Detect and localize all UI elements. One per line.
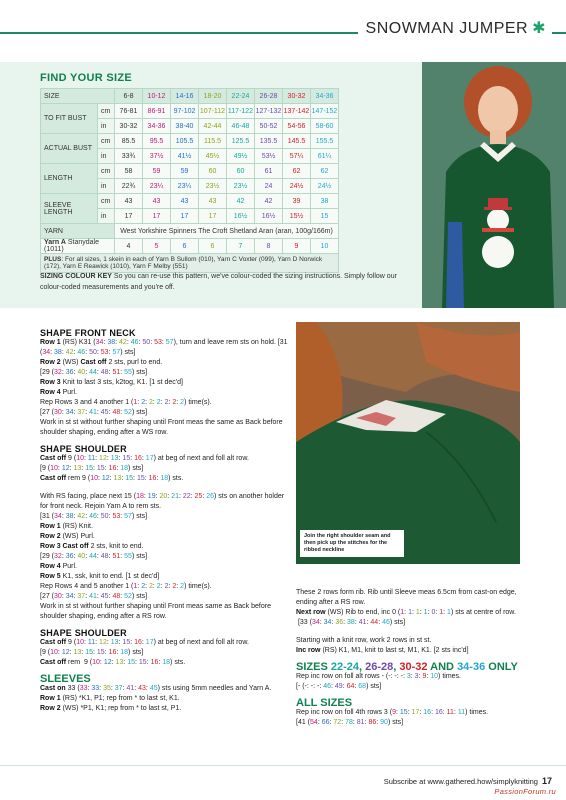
value-cell: 45½: [199, 149, 227, 164]
section-heading: SHAPE SHOULDER: [40, 628, 127, 638]
find-your-size-heading: FIND YOUR SIZE: [40, 72, 133, 84]
instruction: Cast off rem 9 (10: 12: 13: 15: 15: 16: 18) sts.: [40, 475, 184, 482]
value-cell: 34-36: [143, 119, 171, 134]
instruction: [41 (54: 66: 72: 78: 81: 86: 90) sts]: [296, 719, 404, 726]
unit-cell: in: [98, 179, 115, 194]
value-cell: 50-52: [255, 119, 283, 134]
value-cell: 53½: [255, 149, 283, 164]
measurement-row: [41, 194, 339, 209]
row-label: ACTUAL BUST: [41, 134, 98, 164]
value-cell: 30-32: [115, 119, 143, 134]
value-cell: 95.5: [143, 134, 171, 149]
value-cell: 125.5: [227, 134, 255, 149]
size-label: SIZE: [41, 89, 115, 104]
yarn-a-row: [41, 239, 339, 254]
instruction: With RS facing, place next 15 (18: 19: 20: 21: 22: 25: 26) sts on another holder for front neck. Rejoin Yarn A to rem sts.: [40, 493, 285, 510]
value-cell: 107-112: [199, 104, 227, 119]
size-row: [41, 89, 339, 104]
value-cell: 17: [199, 209, 227, 224]
value-cell: 33¾: [115, 149, 143, 164]
instruction: Rep inc row on foll 4th rows 3 (9: 15: 17: 16: 16: 11: 11) times.: [296, 709, 489, 716]
subscribe-link[interactable]: Subscribe at www.gathered.how/simplyknitting: [383, 777, 538, 786]
value-cell: 60: [227, 164, 255, 179]
value-cell: 43: [115, 194, 143, 209]
value-cell: 58: [115, 164, 143, 179]
value-cell: 10: [311, 239, 339, 254]
instruction: Work in st st without further shaping until Front meas the same as Back before shoulder shaping, ending after a WS row.: [40, 419, 283, 436]
unit-cell: cm: [98, 194, 115, 209]
value-cell: 97-102: [171, 104, 199, 119]
unit-cell: cm: [98, 104, 115, 119]
instruction: Starting with a knit row, work 2 rows in st st.: [296, 637, 432, 644]
size-cell: 14-16: [171, 89, 199, 104]
section-heading: SHAPE FRONT NECK: [40, 328, 136, 338]
value-cell: 43: [199, 194, 227, 209]
value-cell: 17: [115, 209, 143, 224]
row-label: LENGTH: [41, 164, 98, 194]
value-cell: 62: [311, 164, 339, 179]
row-label: TO FIT BUST: [41, 104, 98, 134]
size-cell: 30-32: [283, 89, 311, 104]
value-cell: 15: [311, 209, 339, 224]
value-cell: 43: [171, 194, 199, 209]
size-cell: 18-20: [199, 89, 227, 104]
value-cell: 117-122: [227, 104, 255, 119]
plus-row: [41, 254, 339, 273]
instruction: Row 4 Purl.: [40, 389, 77, 396]
sizes-heading: SIZES 22-24, 26-28, 30-32 AND 34-36 ONLY: [296, 661, 518, 673]
value-cell: 38: [311, 194, 339, 209]
size-cell: 22-24: [227, 89, 255, 104]
value-cell: 24½: [283, 179, 311, 194]
shoulder-detail-photo: [296, 322, 520, 564]
sleeves-heading: SLEEVES: [40, 673, 91, 685]
value-cell: 54-56: [283, 119, 311, 134]
instruction: Row 3 Cast off 2 sts, knit to end.: [40, 543, 144, 550]
size-cell: 26-28: [255, 89, 283, 104]
value-cell: 23¼: [143, 179, 171, 194]
all-sizes-heading: ALL SIZES: [296, 697, 353, 709]
value-cell: 60: [199, 164, 227, 179]
value-cell: 42-44: [199, 119, 227, 134]
instruction: [- (-: -: -: 46: 49: 64: 68) sts]: [296, 683, 382, 690]
value-cell: 5: [143, 239, 171, 254]
size-cell: 6-8: [115, 89, 143, 104]
value-cell: 46-48: [227, 119, 255, 134]
instruction: Inc row (RS) K1, M1, knit to last st, M1, K1. [2 sts inc'd]: [296, 647, 469, 654]
value-cell: 38-40: [171, 119, 199, 134]
value-cell: 76-81: [115, 104, 143, 119]
instruction: [31 (34: 38: 42: 46: 50: 53: 57) sts]: [40, 513, 148, 520]
value-cell: 155.5: [311, 134, 339, 149]
instruction: Row 1 (RS) K31 (34: 38: 42: 46: 50: 53: 57), turn and leave rem sts on hold. [31 (34: 38: 42: 46: 50: 53: 57) sts]: [40, 339, 288, 356]
value-cell: 135.5: [255, 134, 283, 149]
instruction: Work in st st without further shaping until Front meas same as Back before shoulder shaping, ending after a RS row.: [40, 603, 271, 620]
right-column: [296, 588, 524, 728]
watermark: PassionForum.ru: [494, 787, 556, 796]
value-cell: 42: [255, 194, 283, 209]
value-cell: 6: [171, 239, 199, 254]
value-cell: 85.5: [115, 134, 143, 149]
value-cell: 59: [143, 164, 171, 179]
value-cell: 86-91: [143, 104, 171, 119]
value-cell: 23¼: [171, 179, 199, 194]
unit-cell: in: [98, 149, 115, 164]
footer: [384, 776, 552, 786]
value-cell: 61¼: [311, 149, 339, 164]
value-cell: 24½: [311, 179, 339, 194]
unit-cell: in: [98, 119, 115, 134]
instruction: Cast off rem 9 (10: 12: 13: 15: 15: 16: 18) sts.: [40, 659, 186, 666]
instruction: Cast off 9 (10: 11: 12: 13: 15: 16: 17) at beg of next and foll alt row.: [40, 639, 249, 646]
page-number: 17: [541, 776, 552, 786]
section-heading: SHAPE SHOULDER: [40, 444, 127, 454]
value-cell: 147-152: [311, 104, 339, 119]
instruction: Rep inc row on foll alt rows - (-: -: -: 3: 3: 9: 10) times.: [296, 673, 461, 680]
value-cell: 49½: [227, 149, 255, 164]
instruction: Row 4 Purl.: [40, 563, 77, 570]
instruction: Rep Rows 3 and 4 another 1 (1: 2: 2: 2: 2: 2: 2) time(s).: [40, 399, 212, 406]
instruction: Row 1 (RS) Knit.: [40, 523, 93, 530]
instruction: Row 2 (WS) Purl.: [40, 533, 95, 540]
instruction: [27 (30: 34: 37: 41: 45: 48: 52) sts]: [40, 409, 148, 416]
instruction: Rep Rows 4 and 5 another 1 (1: 2: 2: 2: 2: 2: 2) time(s).: [40, 583, 212, 590]
value-cell: 23½: [199, 179, 227, 194]
value-cell: 39: [283, 194, 311, 209]
instruction: [29 (32: 36: 40: 44: 48: 51: 55) sts]: [40, 553, 148, 560]
value-cell: 7: [227, 239, 255, 254]
value-cell: 42: [227, 194, 255, 209]
value-cell: 16½: [227, 209, 255, 224]
instruction: Row 1 (RS) *K1, P1; rep from * to last st, K1.: [40, 695, 180, 702]
value-cell: 9: [283, 239, 311, 254]
value-cell: 41½: [171, 149, 199, 164]
value-cell: 22¾: [115, 179, 143, 194]
instruction: Row 2 (WS) *P1, K1; rep from * to last st, P1.: [40, 705, 182, 712]
instruction: [27 (30: 34: 37: 41: 45: 48: 52) sts]: [40, 593, 148, 600]
yarn-label: YARN: [41, 224, 115, 239]
value-cell: 145.5: [283, 134, 311, 149]
measurement-row: [41, 104, 339, 119]
value-cell: 43: [143, 194, 171, 209]
plus-note: PLUS: For all sizes, 1 skein in each of Yarn B Sullom (010), Yarn C Voxter (099), Yarn D Norwick (172), Yarn E Reawick (1010), Yarn F Melby (551): [41, 254, 339, 273]
value-cell: 23½: [227, 179, 255, 194]
value-cell: 17: [143, 209, 171, 224]
yarn-row: [41, 224, 339, 239]
value-cell: 37½: [143, 149, 171, 164]
value-cell: 15½: [283, 209, 311, 224]
measurement-row: [41, 164, 339, 179]
instruction: [9 (10: 12: 13: 15: 15: 16: 18) sts]: [40, 465, 144, 472]
size-table: [40, 88, 339, 273]
unit-cell: in: [98, 209, 115, 224]
instruction: Next row (WS) Rib to end, inc 0 (1: 1: 1: 1: 0: 1: 1) sts at centre of row. [33 (34: 34: 36: 38: 41: 44: 46) sts]: [296, 609, 516, 626]
value-cell: 17: [171, 209, 199, 224]
value-cell: 57¼: [283, 149, 311, 164]
instruction: Cast on 33 (33: 33: 35: 37: 41: 43: 45) sts using 5mm needles and Yarn A.: [40, 685, 272, 692]
pattern-title: SNOWMAN JUMPER ✱: [358, 18, 552, 38]
value-cell: 24: [255, 179, 283, 194]
value-cell: 127-132: [255, 104, 283, 119]
model-photo: [422, 62, 566, 308]
instruction: Row 2 (WS) Cast off 2 sts, purl to end.: [40, 359, 163, 366]
instruction: Cast off 9 (10: 11: 12: 13: 15: 16: 17) at beg of next and foll alt row.: [40, 455, 249, 462]
value-cell: 61: [255, 164, 283, 179]
instruction: Row 3 Knit to last 3 sts, k2tog, K1. [1 st dec'd]: [40, 379, 183, 386]
unit-cell: cm: [98, 164, 115, 179]
unit-cell: cm: [98, 134, 115, 149]
sizing-colour-key: SIZING COLOUR KEY So you can re-use this pattern, we've colour-coded the sizing instructions. Simply follow our colour-coded measurements and you're off.: [40, 273, 397, 291]
value-cell: 58-60: [311, 119, 339, 134]
value-cell: 59: [171, 164, 199, 179]
value-cell: 105.5: [171, 134, 199, 149]
yarn-a-label: Yarn A Stanydale (1011): [41, 239, 115, 254]
star-icon: ✱: [532, 20, 546, 37]
value-cell: 4: [115, 239, 143, 254]
photo-caption: Join the right shoulder seam and then pick up the stitches for the ribbed neckline: [300, 530, 404, 557]
size-cell: 10-12: [143, 89, 171, 104]
value-cell: 137-142: [283, 104, 311, 119]
instruction: Row 5 K1, ssk, knit to end. [1 st dec'd]: [40, 573, 160, 580]
size-cell: 34-36: [311, 89, 339, 104]
row-label: SLEEVE LENGTH: [41, 194, 98, 224]
footer-rule: [0, 765, 566, 766]
value-cell: 115.5: [199, 134, 227, 149]
instruction: [9 (10: 12: 13: 15: 15: 16: 18) sts]: [40, 649, 144, 656]
instruction: These 2 rows form rib. Rib until Sleeve meas 6.5cm from cast-on edge, ending after a RS row.: [296, 589, 517, 606]
value-cell: 6: [199, 239, 227, 254]
instruction: [29 (32: 36: 40: 44: 48: 51: 55) sts]: [40, 369, 148, 376]
value-cell: 8: [255, 239, 283, 254]
value-cell: 62: [283, 164, 311, 179]
yarn-description: West Yorkshire Spinners The Croft Shetland Aran (aran, 100g/166m): [115, 224, 339, 239]
value-cell: 16½: [255, 209, 283, 224]
left-column: [40, 322, 288, 714]
measurement-row: [41, 134, 339, 149]
